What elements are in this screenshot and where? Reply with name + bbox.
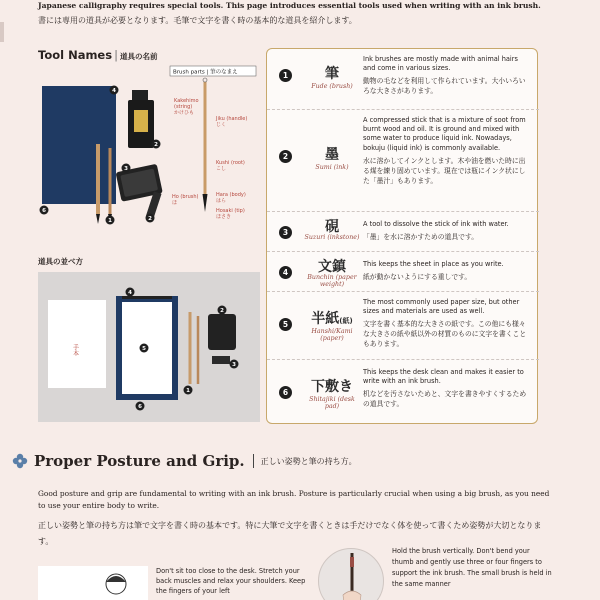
part-hara: Hara (body) (216, 192, 246, 198)
posture-tip-left: Don't sit too close to the desk. Stretch your back muscles and relax your shoulders. Keep the fingers of your left (156, 567, 306, 595)
tools-panel (266, 48, 538, 424)
part-ho-jp: ほ (172, 200, 178, 206)
tool-names-title: Tool Names (38, 48, 113, 62)
posture-illustration (38, 566, 148, 600)
tool-number: 2 (279, 150, 292, 163)
part-kushi: Kushi (root) (216, 160, 245, 166)
part-hara-jp: はら (216, 198, 227, 204)
tool-row-brush (267, 49, 539, 109)
posture-body (38, 488, 550, 550)
tool-desc-jp: 紙が動かないようにする重しです。 (363, 273, 472, 282)
tool-desc-en: This keeps the sheet in place as you write. (363, 260, 504, 268)
tool-number: 6 (279, 386, 292, 399)
heading-separator: | (114, 48, 118, 62)
part-ho: Ho (brush) (172, 194, 199, 200)
tool-row-paperweight (267, 251, 539, 291)
tool-romaji: Shitajiki (desk pad) (309, 396, 355, 410)
tool-desc-jp: 文字を書く基本的な大きさの紙です。この他にも様々な大きさの紙や紙以外の材質のものに文字を書くこともあります。 (363, 320, 527, 349)
tool-row-paper (267, 291, 539, 359)
tool-kanji: 下敷き (311, 379, 353, 395)
posture-heading (12, 452, 357, 470)
arrangement-heading: 道具の並べ方 (38, 257, 83, 266)
part-kushi-jp: こし (216, 166, 227, 172)
tools-illustration (38, 64, 260, 236)
tool-kanji: 半紙 (311, 311, 340, 327)
tool-desc-jp: 動物の毛などを利用して作られています。大小いろいろな大きさがあります。 (363, 77, 526, 96)
ink-bottle-image (128, 90, 154, 148)
svg-text:6: 6 (42, 208, 46, 214)
page-edge-tab (0, 22, 4, 42)
intro-en: Japanese calligraphy requires special tools. This page introduces essential tools used when writing with an ink brush. (38, 1, 541, 10)
tool-desc-jp: 「墨」を水に溶かすための道具です。 (363, 233, 479, 242)
tool-kanji-wrap (307, 308, 357, 328)
tool-romaji: Hanshi/Kami (paper) (311, 328, 353, 342)
svg-text:2: 2 (148, 216, 152, 222)
tool-names-heading (38, 48, 157, 62)
tool-desc-en: A compressed stick that is a mixture of soot from burnt wood and oil. It is ground and mixed with some water to produce liquid ink. Nowadays, bokuju (liquid ink) is commonly available. (363, 116, 526, 152)
tool-kanji: 硯 (325, 219, 339, 235)
part-hosaki-jp: ほさき (216, 214, 232, 220)
svg-text:1: 1 (186, 388, 190, 394)
svg-text:4: 4 (112, 88, 116, 94)
grip-tip-right: Hold the brush vertically. Don't bend your thumb and gently use three or four fingers to support the ink brush. The small brush is held in the same manner (392, 547, 552, 588)
brush-diagram (203, 78, 208, 212)
tool-kanji-small: (紙) (339, 317, 353, 325)
brush-parts-label: Brush parts | 筆のなまえ (173, 69, 238, 76)
tool-romaji: Suzuri (inkstone) (304, 234, 360, 241)
part-jiku: Jiku (handle) (216, 116, 248, 122)
tool-kanji: 筆 (325, 66, 339, 82)
svg-text:4: 4 (128, 290, 132, 296)
tool-number: 1 (279, 69, 292, 82)
tool-desc-en: The most commonly used paper size, but other sizes and materials are used as well. (363, 298, 520, 316)
arranged-ink (212, 356, 230, 364)
tool-desc-en: A tool to dissolve the stick of ink with water. (363, 220, 509, 228)
part-kakehimo: Kakehimo (174, 98, 199, 104)
flower-icon (12, 453, 28, 469)
sample-paper-label: 手本 (71, 344, 79, 356)
tool-number: 5 (279, 318, 292, 331)
tool-desc-jp: 机などを汚さないためと、文字を書きやすくするための道具です。 (363, 390, 527, 409)
tool-row-ink (267, 109, 539, 211)
tool-row-inkstone (267, 211, 539, 251)
tool-romaji: Bunchin (paper weight) (307, 274, 357, 288)
tool-romaji: Fude (brush) (311, 83, 353, 90)
tool-romaji: Sumi (ink) (315, 164, 349, 171)
intro (38, 0, 578, 27)
posture-body-en: Good posture and grip are fundamental to writing with an ink brush. Posture is particularly crucial when using a big brush, as you need to use your entire body to write. (38, 489, 550, 510)
tool-desc-en: This keeps the desk clean and makes it easier to write with an ink brush. (363, 368, 524, 386)
tool-row-deskpad (267, 359, 539, 425)
heading-divider (253, 454, 254, 468)
posture-title-jp: 正しい姿勢と筆の持ち方。 (260, 456, 357, 466)
svg-text:2: 2 (220, 308, 224, 314)
svg-text:1: 1 (108, 218, 112, 224)
tool-kanji: 文鎮 (318, 259, 346, 275)
tool-kanji: 墨 (325, 147, 339, 163)
person-drawing (38, 566, 148, 600)
tool-names-title-jp: 道具の名前 (119, 52, 158, 61)
posture-title: Proper Posture and Grip. (34, 452, 245, 470)
svg-text:6: 6 (138, 404, 142, 410)
tool-number: 4 (279, 266, 292, 279)
svg-text:5: 5 (142, 346, 146, 352)
posture-body-jp: 正しい姿勢と筆の持ち方は筆で文字を書く時の基本です。特に大筆で文字を書くときは手だけでなく体を使って書くため姿勢が大切となります。 (38, 521, 542, 546)
arrangement-illustration (38, 272, 260, 422)
arranged-inkstone (208, 314, 236, 350)
svg-text:3: 3 (232, 362, 236, 368)
tool-desc-jp: 水に溶かしてインクとします。木や油を燃いた時に出る煤を練り固めています。現在では瓶にインク状にした「墨汁」もあります。 (363, 156, 526, 185)
tool-number: 3 (279, 226, 292, 239)
part-jiku-jp: じく (216, 122, 227, 128)
grip-illustration (318, 548, 384, 600)
svg-text:2: 2 (154, 142, 158, 148)
tool-desc-en: Ink brushes are mostly made with animal hairs and come in various sizes. (363, 55, 518, 73)
part-kakehimo-jp: かけひも (174, 110, 195, 116)
brush-grip-drawing (319, 549, 384, 600)
part-kakehimo-2: (string) (174, 104, 193, 110)
intro-jp: 書には専用の道具が必要となります。毛筆で文字を書く時の基本的な道具を紹介します。 (38, 16, 357, 25)
svg-text:3: 3 (124, 166, 128, 172)
part-hosaki: Hosaki (tip) (216, 208, 245, 214)
desk-pad-image (42, 86, 116, 204)
